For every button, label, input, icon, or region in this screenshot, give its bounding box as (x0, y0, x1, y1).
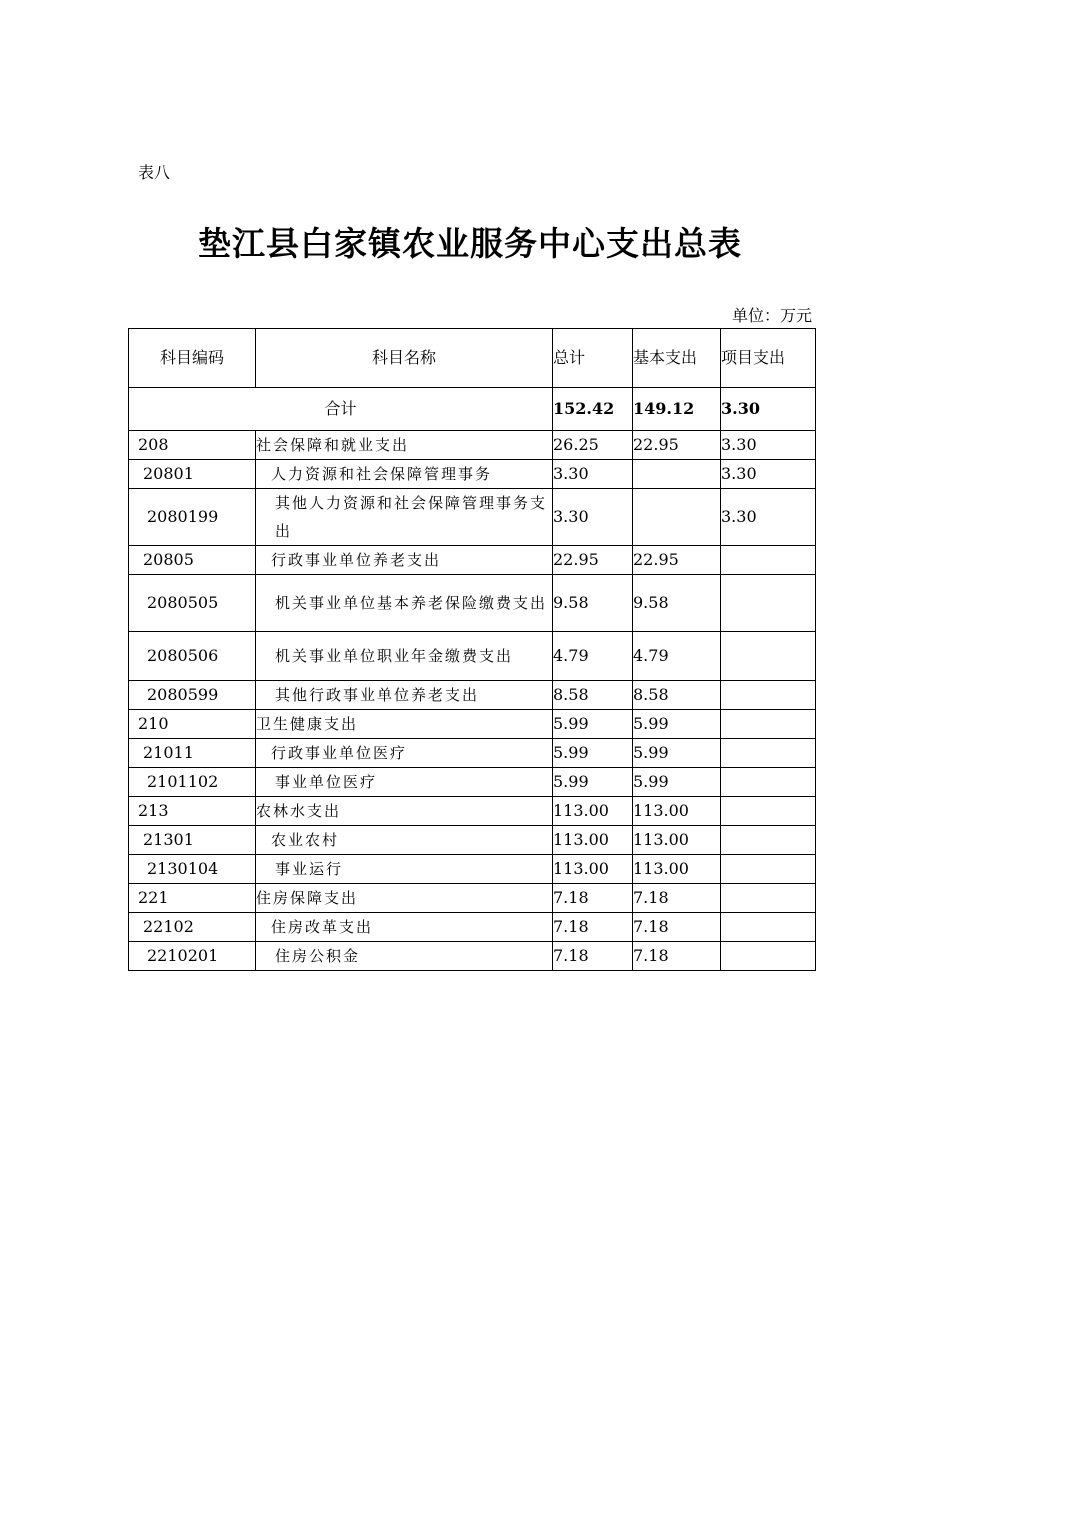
row-total: 5.99 (553, 710, 633, 739)
table-row (129, 632, 816, 681)
row-basic: 8.58 (633, 681, 721, 710)
row-code: 2101102 (129, 768, 256, 797)
row-basic (633, 460, 721, 489)
row-name: 事业运行 (256, 855, 553, 884)
total-basic: 149.12 (633, 388, 721, 431)
header-name: 科目名称 (256, 329, 553, 388)
row-total: 113.00 (553, 855, 633, 884)
row-code: 213 (129, 797, 256, 826)
row-code: 22102 (129, 913, 256, 942)
unit-label: 单位：万元 (732, 306, 813, 325)
row-code: 210 (129, 710, 256, 739)
row-name: 人力资源和社会保障管理事务 (256, 460, 553, 489)
row-name: 事业单位医疗 (256, 768, 553, 797)
total-total: 152.42 (553, 388, 633, 431)
row-name: 卫生健康支出 (256, 710, 553, 739)
row-total: 4.79 (553, 632, 633, 681)
row-project (721, 797, 816, 826)
table-row (129, 768, 816, 797)
table-row (129, 710, 816, 739)
row-basic: 5.99 (633, 710, 721, 739)
row-total: 5.99 (553, 739, 633, 768)
row-basic: 113.00 (633, 826, 721, 855)
row-basic: 9.58 (633, 575, 721, 632)
row-code: 2080506 (129, 632, 256, 681)
row-project (721, 632, 816, 681)
row-name: 住房公积金 (256, 942, 553, 971)
table-header-row (129, 329, 816, 388)
table-row (129, 826, 816, 855)
table-row (129, 797, 816, 826)
row-total: 7.18 (553, 884, 633, 913)
row-project (721, 768, 816, 797)
row-project (721, 546, 816, 575)
row-code: 2130104 (129, 855, 256, 884)
document-title: 垫江县白家镇农业服务中心支出总表 (198, 224, 742, 263)
row-name: 行政事业单位医疗 (256, 739, 553, 768)
header-project: 项目支出 (721, 329, 816, 388)
row-name: 住房改革支出 (256, 913, 553, 942)
row-code: 2080599 (129, 681, 256, 710)
row-project (721, 739, 816, 768)
row-project (721, 855, 816, 884)
table-row (129, 855, 816, 884)
row-total: 3.30 (553, 489, 633, 546)
row-total: 3.30 (553, 460, 633, 489)
row-code: 20805 (129, 546, 256, 575)
total-row (129, 388, 816, 431)
row-project (721, 913, 816, 942)
row-name: 其他人力资源和社会保障管理事务支出 (256, 489, 553, 546)
table-row (129, 546, 816, 575)
row-name: 其他行政事业单位养老支出 (256, 681, 553, 710)
row-code: 221 (129, 884, 256, 913)
table-row (129, 681, 816, 710)
row-project (721, 884, 816, 913)
row-name: 农业农村 (256, 826, 553, 855)
row-name: 行政事业单位养老支出 (256, 546, 553, 575)
row-code: 21011 (129, 739, 256, 768)
header-code: 科目编码 (129, 329, 256, 388)
row-code: 21301 (129, 826, 256, 855)
row-name: 机关事业单位基本养老保险缴费支出 (256, 575, 553, 632)
row-name: 住房保障支出 (256, 884, 553, 913)
row-project (721, 681, 816, 710)
table-number-label: 表八 (138, 163, 171, 182)
row-project (721, 710, 816, 739)
row-total: 5.99 (553, 768, 633, 797)
row-basic: 4.79 (633, 632, 721, 681)
row-basic: 5.99 (633, 739, 721, 768)
row-project (721, 826, 816, 855)
row-total: 113.00 (553, 797, 633, 826)
row-basic: 22.95 (633, 546, 721, 575)
table-row (129, 739, 816, 768)
row-project: 3.30 (721, 460, 816, 489)
row-basic: 7.18 (633, 884, 721, 913)
row-code: 2080505 (129, 575, 256, 632)
total-project: 3.30 (721, 388, 816, 431)
total-label: 合计 (129, 388, 553, 431)
row-basic: 22.95 (633, 431, 721, 460)
row-basic: 7.18 (633, 913, 721, 942)
row-basic: 5.99 (633, 768, 721, 797)
row-name: 社会保障和就业支出 (256, 431, 553, 460)
row-total: 9.58 (553, 575, 633, 632)
row-basic: 113.00 (633, 797, 721, 826)
row-total: 113.00 (553, 826, 633, 855)
row-basic: 7.18 (633, 942, 721, 971)
table-row (129, 942, 816, 971)
row-total: 22.95 (553, 546, 633, 575)
row-name: 机关事业单位职业年金缴费支出 (256, 632, 553, 681)
row-total: 7.18 (553, 913, 633, 942)
table-row (129, 460, 816, 489)
row-project: 3.30 (721, 431, 816, 460)
row-total: 7.18 (553, 942, 633, 971)
row-basic (633, 489, 721, 546)
header-total: 总计 (553, 329, 633, 388)
header-basic: 基本支出 (633, 329, 721, 388)
row-name: 农林水支出 (256, 797, 553, 826)
table-row (129, 489, 816, 546)
table-row (129, 913, 816, 942)
row-total: 26.25 (553, 431, 633, 460)
row-code: 2080199 (129, 489, 256, 546)
table-row (129, 884, 816, 913)
table-row (129, 431, 816, 460)
table-row (129, 575, 816, 632)
row-project (721, 575, 816, 632)
row-code: 208 (129, 431, 256, 460)
row-basic: 113.00 (633, 855, 721, 884)
expenditure-table (128, 328, 816, 971)
row-project: 3.30 (721, 489, 816, 546)
row-code: 20801 (129, 460, 256, 489)
row-project (721, 942, 816, 971)
row-code: 2210201 (129, 942, 256, 971)
row-total: 8.58 (553, 681, 633, 710)
